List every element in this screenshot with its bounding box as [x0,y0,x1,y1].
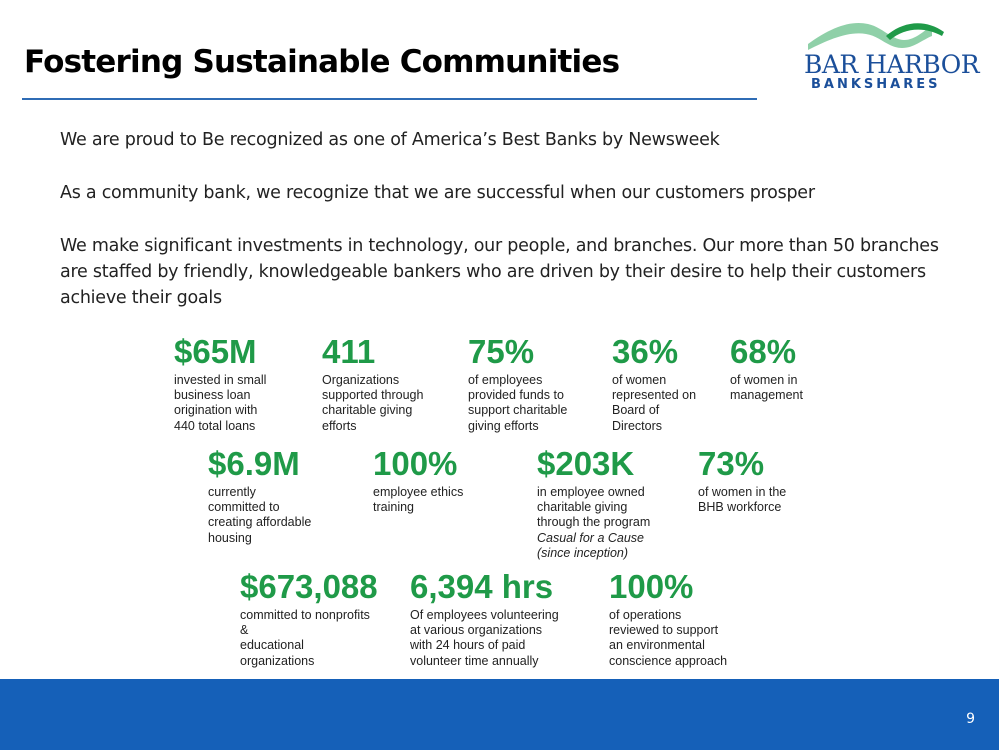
intro-text [60,127,940,338]
stat-value: 36% [612,333,679,370]
stat-women-management [730,335,803,403]
stat-value: 68% [730,333,797,370]
stat-casual-for-a-cause [537,447,650,561]
stat-description: invested in small business loan origination with 440 total loans [174,373,267,433]
stat-value: 100% [373,445,458,482]
stat-description: employee ethics training [373,485,464,515]
stat-value: $203K [537,445,635,482]
logo-subtitle: BANKSHARES [811,77,941,92]
stat-value: 411 [322,333,376,370]
stat-environmental-operations [609,570,727,669]
stat-description: in employee owned charitable giving through the program Casual for a Cause (since inception) [537,485,651,560]
stat-description: currently committed to creating affordable housing [208,485,312,545]
stat-nonprofits [240,570,378,669]
stat-value: $673,088 [240,568,378,605]
stat-description: of women represented on Board of Directors [612,373,697,433]
stat-small-business-loans [174,335,266,434]
stat-affordable-housing [208,447,311,546]
stat-value: 75% [468,333,535,370]
stat-women-board [612,335,696,434]
slide-title: Fostering Sustainable Communities [24,44,620,80]
stat-employee-giving [468,335,567,434]
stat-value: $65M [174,333,257,370]
page-number: 9 [966,711,975,727]
stat-value: 73% [698,445,765,482]
stat-description: of employees provided funds to support charitable giving efforts [468,373,568,433]
stat-value: 100% [609,568,694,605]
paragraph-newsweek: We are proud to Be recognized as one of America’s Best Banks by Newsweek [60,130,720,150]
bar-harbor-logo [796,14,980,114]
stat-description: Organizations supported through charitable giving efforts [322,373,424,433]
footer-bar [0,679,999,750]
stat-value: 6,394 hrs [410,568,554,605]
stat-description: of women in management [730,373,803,403]
stat-volunteer-hours [410,570,559,669]
paragraph-investments: We make significant investments in technology, our people, and branches. Our more than 50 branches are staffed by friendly, knowledgeable bankers who are driven by their desire to help their customers achieve their goals [60,236,939,308]
stat-organizations-supported [322,335,423,434]
stat-value: $6.9M [208,445,300,482]
title-divider [22,98,757,100]
stat-women-workforce [698,447,786,515]
paragraph-community: As a community bank, we recognize that we are successful when our customers prosper [60,183,815,203]
stat-description: committed to nonprofits & educational organizations [240,608,370,668]
stat-ethics-training [373,447,463,515]
stat-description: Of employees volunteering at various organizations with 24 hours of paid volunteer time annually [410,608,559,668]
stat-description: of operations reviewed to support an environmental conscience approach [609,608,728,668]
stat-description: of women in the BHB workforce [698,485,787,515]
logo-name: BAR HARBOR [804,50,980,79]
